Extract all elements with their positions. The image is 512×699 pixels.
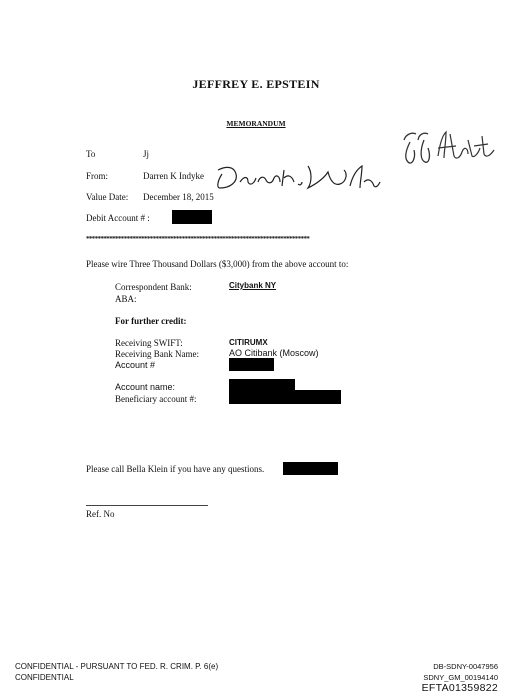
ref-divider xyxy=(86,505,208,506)
redaction-debit-account xyxy=(172,210,212,224)
account-number-label: Account # xyxy=(115,360,156,370)
memorandum-label: MEMORANDUM xyxy=(226,119,286,128)
debit-account-label: Debit Account # : xyxy=(86,213,150,223)
footer-bates-db: DB-SDNY-0047956 xyxy=(433,662,498,671)
wire-instruction: Please wire Three Thousand Dollars ($3,000) from the above account to: xyxy=(86,259,349,269)
contact-note: Please call Bella Klein if you have any questions. xyxy=(86,464,265,474)
value-date: December 18, 2015 xyxy=(143,192,214,202)
redaction-beneficiary-account xyxy=(229,390,341,404)
swift-value: CITIRUMX xyxy=(229,338,268,347)
from-label: From: xyxy=(86,171,109,181)
to-label: To xyxy=(86,149,96,159)
beneficiary-account-label: Beneficiary account #: xyxy=(115,394,197,404)
correspondent-bank-value: Citybank NY xyxy=(229,281,277,290)
to-value: Jj xyxy=(143,149,150,159)
footer-confidential-notice: CONFIDENTIAL - PURSUANT TO FED. R. CRIM. P. 6(e) xyxy=(15,662,219,671)
from-value: Darren K Indyke xyxy=(143,171,204,181)
further-credit-label: For further credit: xyxy=(115,316,187,326)
footer-bates-sdny: SDNY_GM_00194140 xyxy=(423,673,498,682)
handwritten-initials xyxy=(398,128,498,172)
receiving-bank-label: Receiving Bank Name: xyxy=(115,349,199,359)
account-name-label: Account name: xyxy=(115,382,176,392)
document-title: JEFFREY E. EPSTEIN xyxy=(192,77,320,91)
aba-label: ABA: xyxy=(115,294,137,304)
redaction-contact xyxy=(283,462,338,475)
swift-label: Receiving SWIFT: xyxy=(115,338,183,348)
handwritten-signature xyxy=(212,160,384,194)
value-date-label: Value Date: xyxy=(86,192,129,202)
ref-number-label: Ref. No xyxy=(86,509,115,519)
redaction-account-number xyxy=(229,358,274,371)
separator-line: ***************************************************************************** xyxy=(86,235,310,243)
correspondent-bank-label: Correspondent Bank: xyxy=(115,282,192,292)
footer-confidential: CONFIDENTIAL xyxy=(15,673,74,682)
receiving-bank-value: AO Citibank (Moscow) xyxy=(229,348,319,358)
footer-efta-number: EFTA01359822 xyxy=(421,682,498,694)
